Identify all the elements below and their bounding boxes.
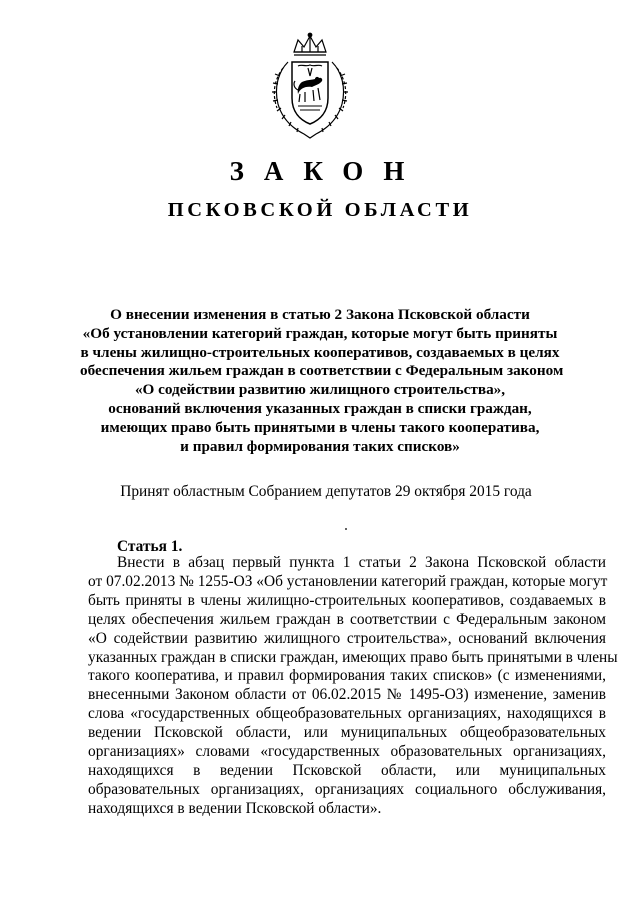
article-line: целях обеспечения жильем граждан в соответствии с Федеральным законом — [88, 610, 606, 628]
issuing-region: ПСКОВСКОЙ ОБЛАСТИ — [167, 199, 473, 221]
article-line: такого кооператива, и правил формирования таких списков» (с изменениями, — [88, 667, 606, 685]
document-title — [80, 306, 564, 456]
article-line: быть приняты в члены жилищно-строительных кооперативов, создаваемых в — [88, 591, 606, 609]
pskov-coat-of-arms-icon — [264, 32, 356, 142]
adoption-note: Принят областным Собранием депутатов 29 октября 2015 года — [120, 483, 532, 500]
title-line: и правил формирования таких списков» — [180, 437, 460, 455]
article-line: образовательных организациях, организациях социального обслуживания, — [88, 780, 606, 798]
title-line: О внесении изменения в статью 2 Закона Псковской области — [110, 306, 530, 323]
scan-speck — [345, 528, 347, 530]
article-body — [88, 554, 618, 819]
title-line: обеспечения жильем граждан в соответствии с Федеральным законом — [80, 362, 564, 380]
title-line: имеющих право быть принятыми в члены такого кооператива, — [100, 418, 540, 436]
article-line: слова «государственных общеобразовательных организациях, находящихся в — [88, 705, 606, 723]
document-type: ЗАКОН — [229, 156, 425, 186]
article-line: Внести в абзац первый пункта 1 статьи 2 Закона Псковской области — [117, 554, 606, 571]
article-line: от 07.02.2013 № 1255-ОЗ «Об установлении категорий граждан, которые могут — [88, 572, 608, 590]
title-line: «Об установлении категорий граждан, которые могут быть приняты — [82, 324, 558, 342]
article-line: ведении Псковской области, или муниципальных общеобразовательных — [88, 724, 606, 742]
title-line: «О содействии развитию жилищного строительства», — [134, 381, 506, 399]
article-line: организациях» словами «государственных образовательных организациях, — [88, 743, 606, 761]
article-line: «О содействии развитию жилищного строительства», оснований включения — [88, 629, 606, 647]
article-heading: Статья 1. — [117, 538, 183, 555]
article-line: указанных граждан в списки граждан, имеющих право быть принятыми в члены — [88, 648, 618, 666]
article-line: внесенными Законом области от 06.02.2015 № 1495-ОЗ) изменение, заменив — [88, 686, 606, 704]
article-line: находящихся в ведении Псковской области». — [88, 799, 382, 817]
title-line: оснований включения указанных граждан в списки граждан, — [108, 399, 532, 417]
article-line: находящихся в ведении Псковской области, или муниципальных — [88, 761, 606, 779]
title-line: в члены жилищно-строительных кооперативов, создаваемых в целях — [80, 343, 560, 361]
